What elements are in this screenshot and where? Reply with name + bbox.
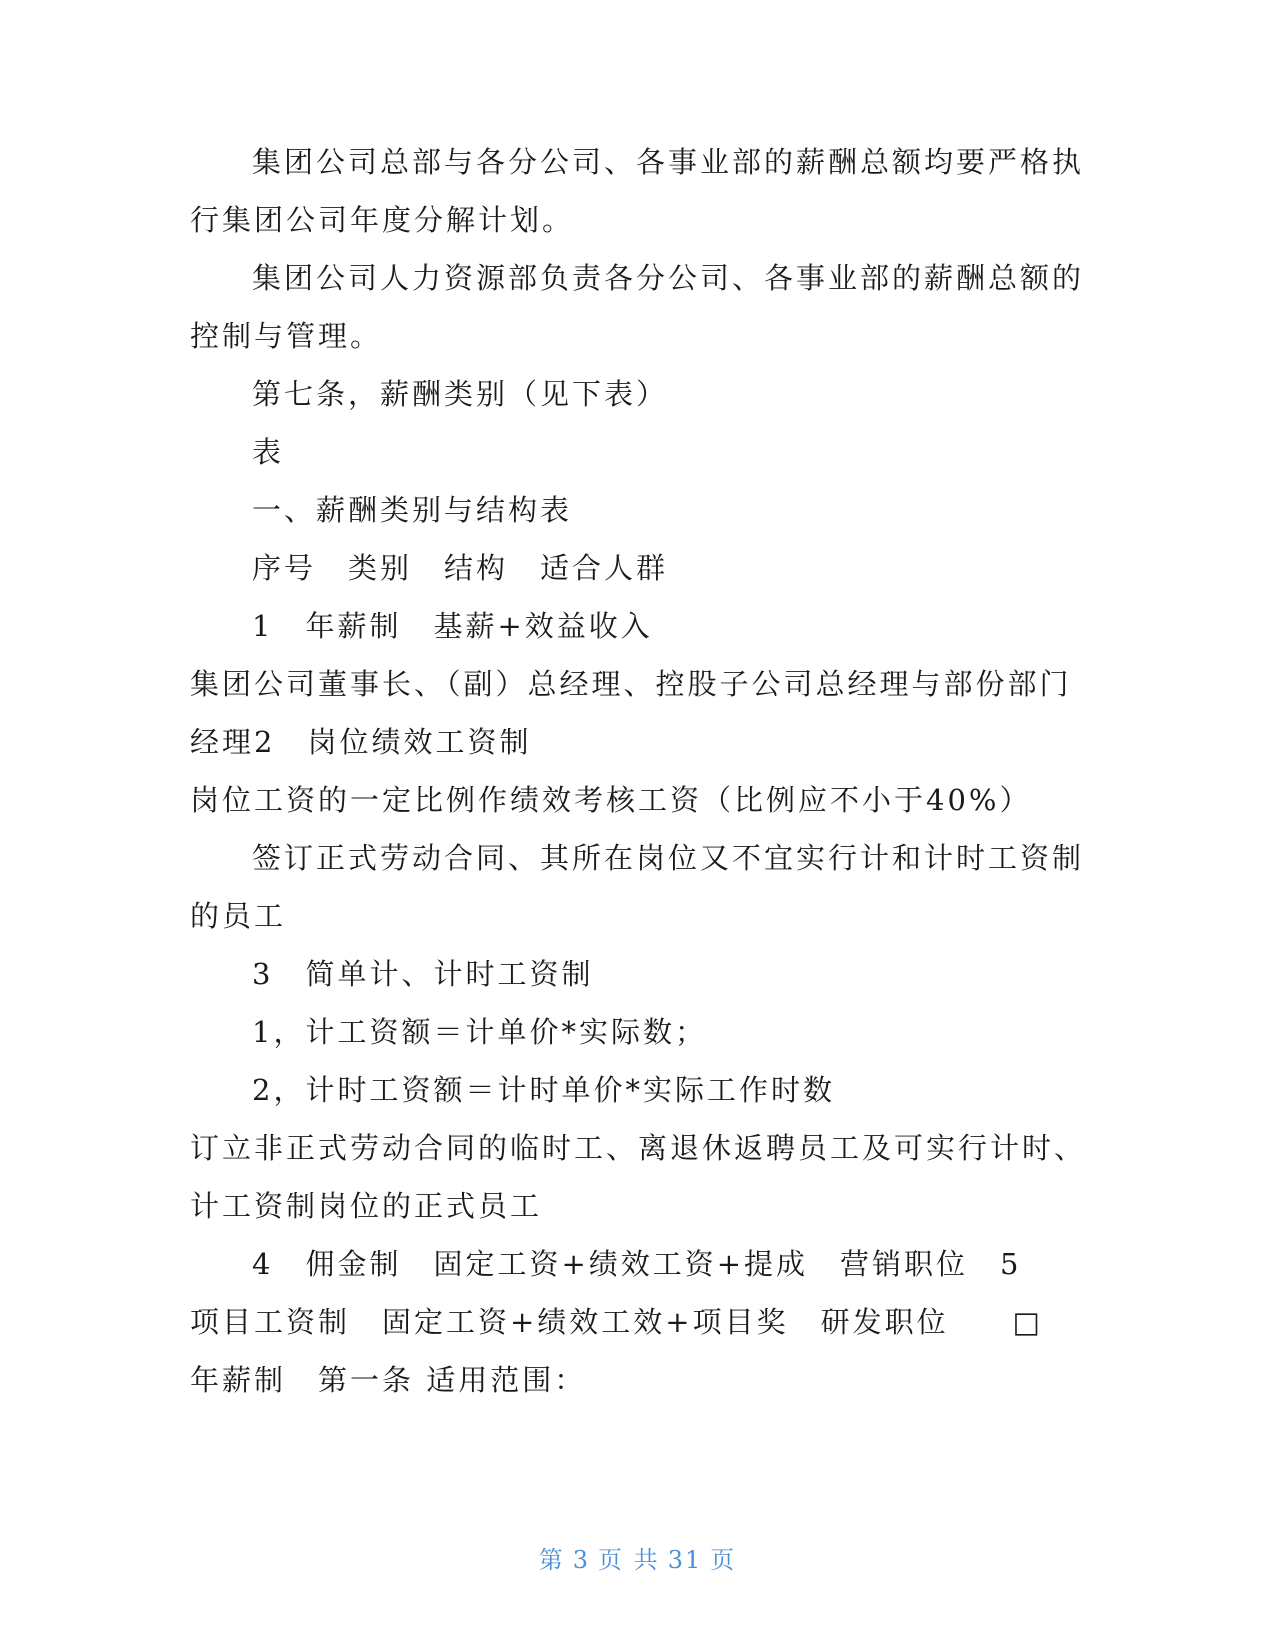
article-heading: 第七条，薪酬类别（见下表）: [252, 377, 669, 411]
table-row: 经理2 岗位绩效工资制: [190, 725, 532, 759]
table-row: 1，计工资额＝计单价*实际数；: [252, 1015, 707, 1049]
table-row: 签订正式劳动合同、其所在岗位又不宜实行计和计时工资制: [252, 841, 1085, 875]
table-row: 岗位工资的一定比例作绩效考核工资（比例应不小于40%）: [190, 783, 1032, 817]
footer-total-pages: 31: [667, 1546, 703, 1574]
table-row: 集团公司董事长、（副）总经理、控股子公司总经理与部份部门: [190, 667, 1072, 701]
paragraph-line: 控制与管理。: [190, 319, 383, 353]
table-row: 1 年薪制 基薪+效益收入: [252, 609, 653, 643]
footer-suffix: 页: [710, 1546, 737, 1574]
table-row: 4 佣金制 固定工资+绩效工资+提成 营销职位 5: [252, 1247, 1022, 1281]
table-row: 项目工资制 固定工资+绩效工效+项目奖 研发职位 □: [190, 1305, 1043, 1339]
paragraph-line: 行集团公司年度分解计划。: [190, 203, 575, 237]
table-header-row: 序号 类别 结构 适合人群: [252, 551, 669, 585]
footer-prefix: 第: [538, 1546, 565, 1574]
paragraph-line: 集团公司总部与各分公司、各事业部的薪酬总额均要严格执: [252, 145, 1085, 179]
page-footer: [0, 1540, 1275, 1575]
footer-middle: 页 共: [598, 1546, 660, 1574]
table-row: 2，计时工资额＝计时单价*实际工作时数: [252, 1073, 835, 1107]
footer-page-number: 3: [572, 1546, 591, 1574]
section-heading: 年薪制 第一条 适用范围：: [190, 1363, 587, 1397]
table-row: 的员工: [190, 899, 287, 933]
table-row: 订立非正式劳动合同的临时工、离退休返聘员工及可实行计时、: [190, 1131, 1087, 1165]
paragraph-line: 集团公司人力资源部负责各分公司、各事业部的薪酬总额的: [252, 261, 1085, 295]
table-label: 表: [252, 435, 285, 469]
table-title: 一、薪酬类别与结构表: [252, 493, 573, 527]
table-row: 3 简单计、计时工资制: [252, 957, 594, 991]
table-row: 计工资制岗位的正式员工: [190, 1189, 543, 1223]
